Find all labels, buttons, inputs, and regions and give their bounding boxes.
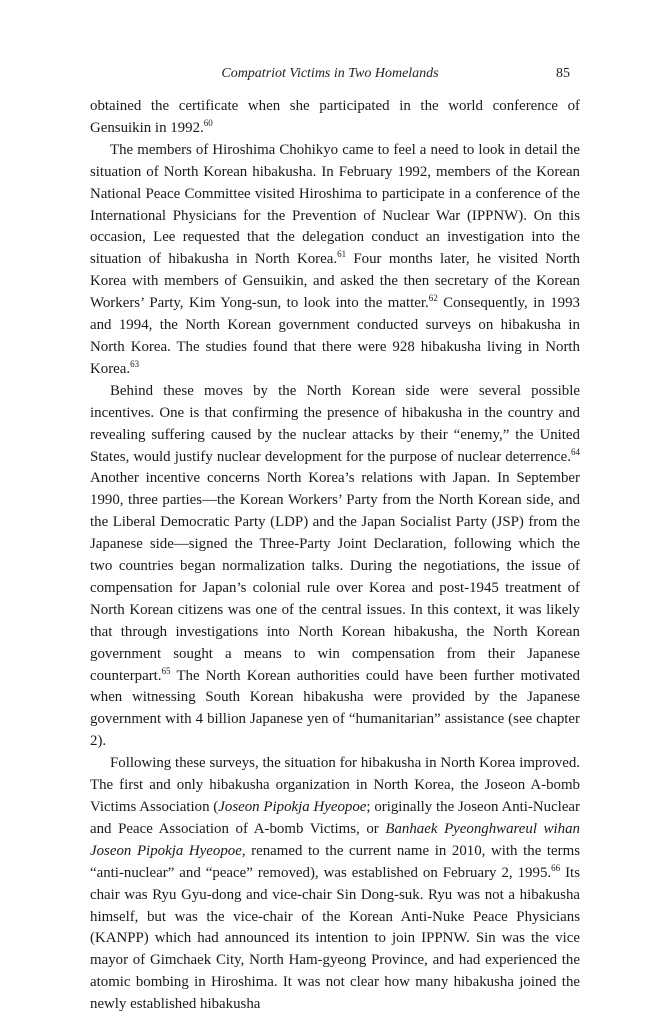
paragraph [90, 381, 580, 753]
text-run: , renamed to the current name in 2010, with the terms “anti-nuclear” and “peace” removed), was established on February 2, 1995. [90, 842, 580, 881]
paragraph [90, 96, 580, 140]
text-run: Following these surveys, the situation for hibakusha in North Korea improved. The first and only hibakusha organization in North Korea, the Joseon A-bomb Victims Association ( [90, 755, 580, 815]
text-run: Its chair was Ryu Gyu-dong and vice-chair Sin Dong-suk. Ryu was not a hibakusha himself, but was the vice-chair of the Korean Anti-Nuke Peace Physicians (KANPP) which had announced its intention to join IPPNW. Sin was the vice mayor of Gimchaek City, North Ham-gyeong Province, and had experienced the atomic bombing in Hiroshima. It was not clear how many hibakusha joined the newly established hibakusha [90, 864, 580, 1013]
footnote-ref: 62 [428, 293, 438, 304]
text-run: The North Korean authorities could have been further motivated when witnessing South Korean hibakusha were provided by the Japanese government with 4 billion Japanese yen of “humanitarian” assistance (see chapter 2). [90, 667, 580, 750]
paragraph [90, 753, 580, 1016]
footnote-ref: 66 [551, 862, 561, 873]
footnote-ref: 64 [571, 446, 580, 457]
text-run: Another incentive concerns North Korea’s relations with Japan. In September 1990, three parties—the Korean Workers’ Party from the North Korean side, and the Liberal Democratic Party (LDP) and the Japan Socialist Party (JSP) from the Japanese side—signed the Three-Party Joint Declaration, following which the two countries began normalization talks. During the negotiations, the issue of compensation for Japan’s colonial rule over Korea and post-1945 treatment of North Korean citizens was one of the central issues. In this context, it was likely that through investigations into North Korean hibakusha, the North Korean government sought a means to win compensation from their Japanese counterpart. [90, 470, 580, 684]
footnote-ref: 60 [203, 117, 213, 128]
footnote-ref: 65 [161, 665, 171, 676]
paragraph [90, 140, 580, 381]
text-run: Four months later, he visited North Korea with members of Gensuikin, and asked the then secretary of the Korean Workers’ Party, Kim Yong-sun, to look into the matter. [90, 251, 580, 312]
text-run: Behind these moves by the North Korean side were several possible incentives. One is that confirming the presence of hibakusha in the country and revealing suffering caused by the nuclear attacks by their “enemy,” the United States, would justify nuclear development for the purpose of nuclear deterrence. [90, 382, 580, 465]
italic-term: Banhaek Pyeonghwareul wihan Joseon Pipokja Hyeopoe [90, 820, 580, 859]
italic-term: Joseon Pipokja Hyeopoe [218, 799, 367, 815]
text-run: The members of Hiroshima Chohikyo came to feel a need to look in detail the situation of North Korean hibakusha. In February 1992, members of the Korean National Peace Committee visited Hiroshima to participate in a conference of the International Physicians for the Prevention of Nuclear War (IPPNW). On this occasion, Lee requested that the delegation conduct an investigation into the situation of hibakusha in North Korea. [90, 141, 580, 268]
page-number: 85 [556, 66, 570, 81]
footnote-ref: 61 [337, 249, 347, 260]
text-run: obtained the certificate when she participated in the world conference of Gensuikin in 1992. [90, 98, 580, 136]
footnote-ref: 63 [130, 358, 140, 369]
text-run: Consequently, in 1993 and 1994, the North Korean government conducted surveys on hibakusha in North Korea. The studies found that there were 928 hibakusha living in North Korea. [90, 295, 580, 377]
running-head: Compatriot Victims in Two Homelands [221, 66, 439, 81]
page-header [90, 66, 570, 86]
body-text [90, 96, 580, 1016]
text-run: ; originally the Joseon Anti-Nuclear and Peace Association of A-bomb Victims, or [90, 799, 581, 837]
